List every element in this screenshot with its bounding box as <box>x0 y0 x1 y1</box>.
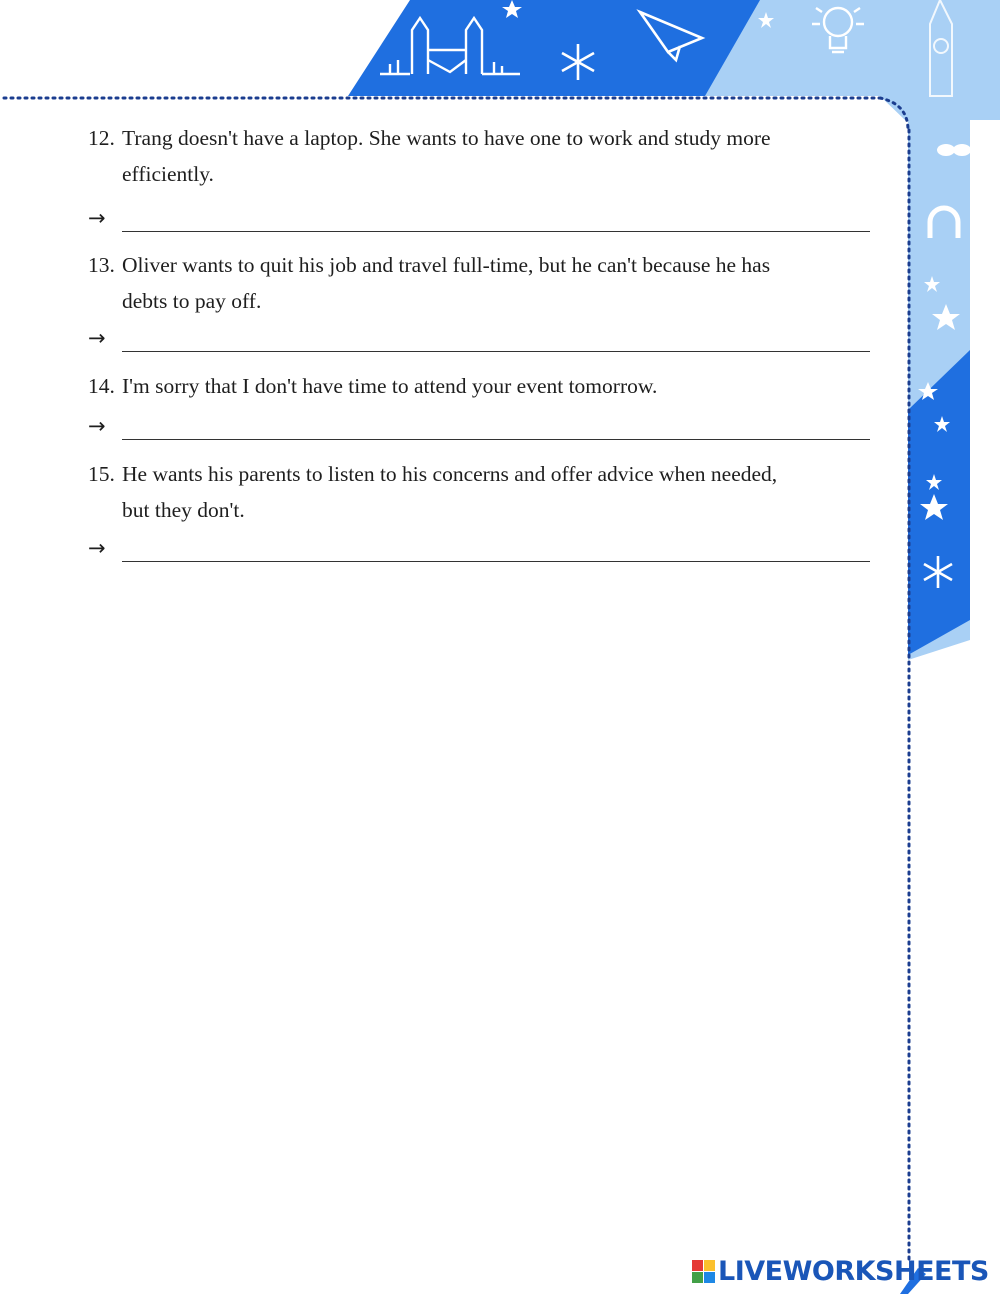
logo-square-green <box>692 1272 703 1283</box>
question-number: 12. <box>88 126 115 150</box>
logo-wordmark: LIVEWORKSHEETS <box>718 1255 989 1287</box>
question-number: 14. <box>88 374 115 398</box>
question-text-continued: efficiently. <box>122 162 214 186</box>
question-number: 15. <box>88 462 115 486</box>
arrow-icon: → <box>88 414 106 438</box>
question-15 <box>88 456 872 528</box>
question-13 <box>88 247 872 319</box>
arrow-icon: → <box>88 536 106 560</box>
answer-line-14[interactable] <box>88 414 870 442</box>
answer-underline <box>122 231 870 232</box>
question-text: Oliver wants to quit his job and travel full-time, but he can't because he has <box>122 253 771 277</box>
question-12 <box>88 120 872 192</box>
top-banner-dark <box>348 0 760 96</box>
answer-underline <box>122 351 870 352</box>
question-text-continued: debts to pay off. <box>122 289 262 313</box>
arrow-icon: → <box>88 326 106 350</box>
answer-underline <box>122 439 870 440</box>
question-text: He wants his parents to listen to his concerns and offer advice when needed, <box>122 462 778 486</box>
logo-square-red <box>692 1260 703 1271</box>
answer-underline <box>122 561 870 562</box>
question-text: I'm sorry that I don't have time to attend your event tomorrow. <box>122 374 658 398</box>
answer-line-15[interactable] <box>88 536 870 564</box>
logo-square-yellow <box>704 1260 715 1271</box>
question-text: Trang doesn't have a laptop. She wants to have one to work and study more <box>122 126 771 150</box>
liveworksheets-logo <box>692 1254 989 1288</box>
question-number: 13. <box>88 253 115 277</box>
logo-square-blue <box>704 1272 715 1283</box>
arrow-icon: → <box>88 206 106 230</box>
question-text-continued: but they don't. <box>122 498 245 522</box>
logo-badge-icon <box>692 1260 715 1283</box>
answer-line-13[interactable] <box>88 326 870 354</box>
question-14 <box>88 368 872 404</box>
answer-line-12[interactable] <box>88 206 870 234</box>
